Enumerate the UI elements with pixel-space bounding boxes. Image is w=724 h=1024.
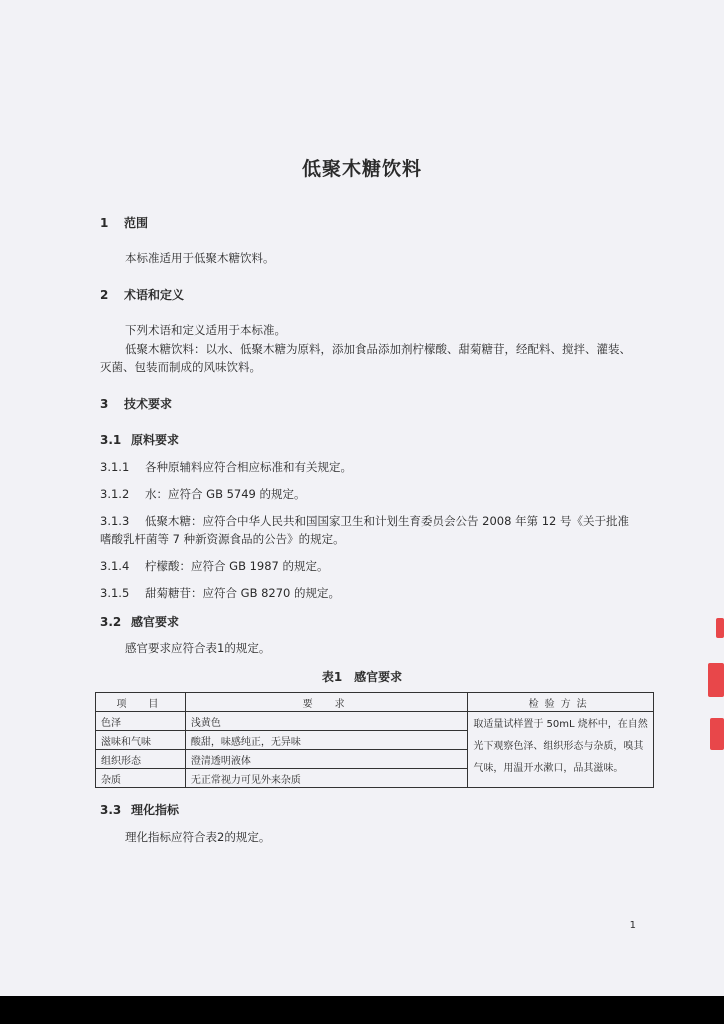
section-1-text: 本标准适用于低聚木糖饮料。 [125,251,275,265]
clause-3-1-1 [100,459,352,475]
clause-3-1-3-line-2: 嗜酸乳杆菌等 7 种新资源食品的公告》的规定。 [100,532,345,546]
document-title: 低聚木糖饮料 [301,158,422,180]
clause-text: 甜菊糖苷：应符合 GB 8270 的规定。 [145,586,341,600]
section-title: 技术要求 [124,397,173,411]
clause-3-1-4 [100,558,329,574]
clause-number: 3.1.2 [100,487,130,501]
section-2-definition-line-1: 低聚木糖饮料：以水、低聚木糖为原料，添加食品添加剂柠檬酸、甜菊糖苷，经配料、搅拌、灌装、 [125,342,631,356]
table-cell-item: 滋味和气味 [96,731,186,750]
table-cell-method: 取适量试样置于 50mL 烧杯中，在自然光下观察色泽、组织形态与杂质，嗅其气味，用温开水漱口，品其滋味。 [468,712,654,788]
section-title: 原料要求 [131,433,180,447]
section-3-heading [100,395,172,412]
clause-number: 3.1.1 [100,460,130,474]
sensory-requirements-table [95,692,654,788]
clause-number: 3.1.5 [100,586,130,600]
section-2-text-1: 下列术语和定义适用于本标准。 [125,323,286,337]
page-number: 1 [629,920,636,931]
clause-3-1-2 [100,486,306,502]
section-number: 3.1 [100,433,122,447]
seal-stamp-fragment [708,663,724,697]
section-number: 3 [100,397,109,411]
table-cell-requirement: 酸甜，味感纯正，无异味 [185,731,467,750]
section-2-heading [100,286,184,303]
section-title: 感官要求 [131,615,180,629]
clause-text: 水：应符合 GB 5749 的规定。 [145,487,306,501]
section-3-3-heading [100,801,179,818]
clause-3-1-5 [100,585,340,601]
clause-number: 3.1.3 [100,514,130,528]
section-number: 3.2 [100,615,122,629]
section-3-1-heading [100,431,179,448]
table-cell-item: 组织形态 [96,750,186,769]
clause-number: 3.1.4 [100,559,130,573]
table-row [96,712,654,731]
section-2-definition-line-2: 灭菌、包装而制成的风味饮料。 [100,360,261,374]
table-header-item: 项 目 [96,693,186,712]
table-header-requirement: 要 求 [185,693,467,712]
clause-3-1-3 [100,513,629,529]
section-title: 理化指标 [131,803,180,817]
section-title: 范围 [124,216,149,230]
seal-stamp-fragment [710,718,724,750]
clause-text: 柠檬酸：应符合 GB 1987 的规定。 [145,559,329,573]
table-cell-item: 色泽 [96,712,186,731]
table-header-row [96,693,654,712]
seal-stamp-fragment [716,618,724,638]
table-cell-item: 杂质 [96,769,186,788]
section-number: 1 [100,216,109,230]
section-number: 3.3 [100,803,122,817]
section-3-2-text: 感官要求应符合表1的规定。 [125,641,271,655]
table-cell-requirement: 浅黄色 [185,712,467,731]
section-title: 术语和定义 [124,288,185,302]
section-3-2-heading [100,613,179,630]
clause-text-line-1: 低聚木糖：应符合中华人民共和国国家卫生和计划生育委员会公告 2008 年第 12 号《关于批准 [145,514,630,528]
table-header-method: 检验方法 [468,693,654,712]
table-1-title: 表1 感官要求 [321,670,403,684]
section-1-heading [100,214,148,231]
section-3-3-text: 理化指标应符合表2的规定。 [125,830,271,844]
clause-text: 各种原辅料应符合相应标准和有关规定。 [145,460,352,474]
section-number: 2 [100,288,109,302]
table-cell-requirement: 澄清透明液体 [185,750,467,769]
table-cell-requirement: 无正常视力可见外来杂质 [185,769,467,788]
